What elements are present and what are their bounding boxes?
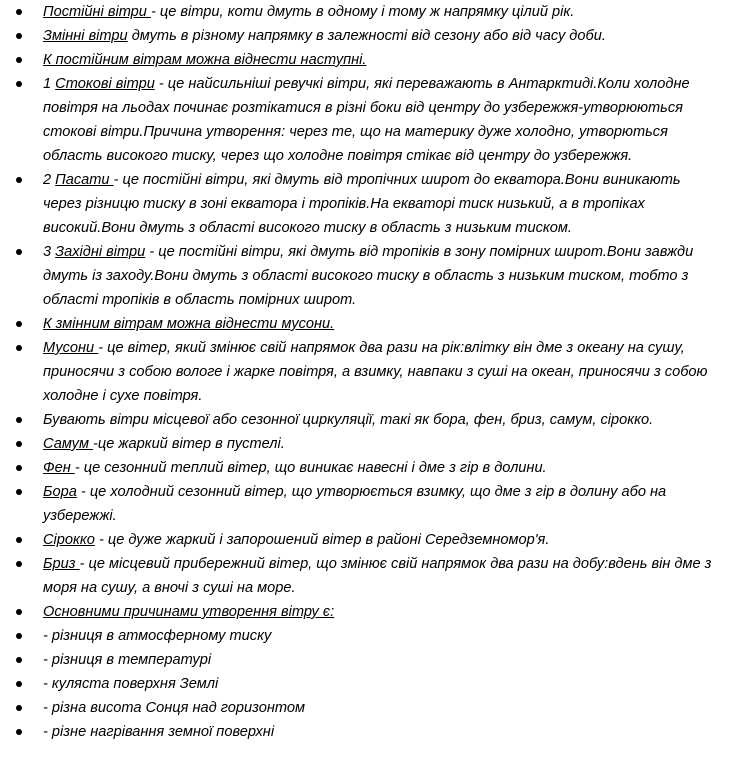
item-term: Бриз — [43, 556, 80, 572]
item-text: - різниця в температурі — [43, 652, 212, 668]
list-item — [0, 432, 755, 456]
bullet-icon — [16, 81, 22, 87]
item-text: - це постійні вітри, які дмуть від тропіків в зону помірних широт.Вони завжди дмуть із заходу.Вони дмуть з області високого тиску в область з низьким тиском, тобто з області тропіків в область помірних широт. — [43, 244, 694, 308]
list-item — [0, 72, 755, 168]
list-item — [0, 336, 755, 408]
list-item — [0, 0, 755, 24]
bullet-icon — [16, 321, 22, 327]
list-item — [0, 624, 755, 648]
item-term: Західні вітри — [55, 244, 146, 260]
list-item — [0, 240, 755, 312]
list-item — [0, 600, 755, 624]
bullet-icon — [16, 537, 22, 543]
bullet-icon — [16, 633, 22, 639]
bullet-icon — [16, 417, 22, 423]
bullet-icon — [16, 609, 22, 615]
list-item — [0, 456, 755, 480]
bullet-icon — [16, 33, 22, 39]
bullet-icon — [16, 489, 22, 495]
list-item — [0, 528, 755, 552]
bullet-icon — [16, 465, 22, 471]
list-item — [0, 672, 755, 696]
item-text: - різне нагрівання земної поверхні — [43, 724, 275, 740]
bullet-icon — [16, 57, 22, 63]
item-term: Самум — [43, 436, 94, 452]
item-text: - різниця в атмосферному тиску — [43, 628, 272, 644]
item-text: - куляста поверхня Землі — [43, 676, 219, 692]
bullet-icon — [16, 177, 22, 183]
item-term: Стокові вітри — [55, 76, 155, 92]
list-item — [0, 312, 755, 336]
item-text: - це місцевий прибережний вітер, що змінює свій напрямок два рази на добу:вдень він дме з моря на сушу, а вночі з суші на море. — [43, 556, 712, 596]
item-term: Основними причинами утворення вітру є: — [43, 604, 335, 620]
bullet-icon — [16, 345, 22, 351]
item-term: Постійні вітри — [43, 4, 151, 20]
item-text: - це постійні вітри, які дмуть від тропічних широт до екватора.Вони виникають через різницю тиску в зоні екватора і тропіків.На екваторі тиск низький, а в тропіках високий.Вони дмуть з області високого тиску в область з низьким тиском. — [43, 172, 681, 236]
item-term: Мусони — [43, 340, 99, 356]
list-item — [0, 24, 755, 48]
bullet-icon — [16, 9, 22, 15]
item-text: - це найсильніші ревучкі вітри, які переважають в Антарктиді.Коли холодне повітря на льодах починає розтікатися в різні боки від центру до узбережжя-утворюються стокові вітри.Причина утворення: через те, що на материку дуже холодно, утворються область високого тиску, через що холодне повітря стікає від центру до узбережжя. — [43, 76, 690, 164]
bullet-icon — [16, 249, 22, 255]
item-text: - це вітри, коти дмуть в одному і тому ж напрямку цілий рік. — [150, 4, 575, 20]
bullet-icon — [16, 441, 22, 447]
item-text: - це вітер, який змінює свій напрямок два рази на рік:влітку він дме з океану на сушу, приносячи з собою вологе і жарке повітря, а взимку, навпаки з суші на океан, приносячи з собою холодне і сухе повітря. — [43, 340, 708, 404]
item-text: - це сезонний теплий вітер, що виникає навесні і дме з гір в долини. — [74, 460, 547, 476]
bullet-icon — [16, 561, 22, 567]
bullet-icon — [16, 681, 22, 687]
item-term: Бора — [43, 484, 77, 500]
list-item — [0, 480, 755, 528]
item-term: Пасати — [55, 172, 114, 188]
list-item — [0, 168, 755, 240]
bullet-icon — [16, 705, 22, 711]
item-text: Бувають вітри місцевої або сезонної циркуляції, такі як бора, фен, бриз, самум, сірокко. — [43, 412, 654, 428]
item-number: 3 — [43, 244, 56, 260]
item-term: К постійним вітрам можна віднести наступні. — [43, 52, 367, 68]
item-number: 2 — [43, 172, 56, 188]
list-item — [0, 648, 755, 672]
list-item — [0, 48, 755, 72]
bullet-icon — [16, 729, 22, 735]
list-item — [0, 408, 755, 432]
list-item — [0, 696, 755, 720]
item-term: Фен — [43, 460, 75, 476]
item-term: Сірокко — [43, 532, 95, 548]
item-text: - це холодний сезонний вітер, що утворюється взимку, що дме з гір в долину або на узбережжі. — [43, 484, 667, 524]
item-text: дмуть в різному напрямку в залежності від сезону або від часу доби. — [127, 28, 606, 44]
list-item — [0, 552, 755, 600]
item-number: 1 — [43, 76, 56, 92]
item-text: - це дуже жаркий і запорошений вітер в районі Середземномор'я. — [94, 532, 550, 548]
item-term: К змінним вітрам можна віднести мусони. — [43, 316, 335, 332]
list-item — [0, 720, 755, 744]
item-text: - різна висота Сонця над горизонтом — [43, 700, 305, 716]
bullet-icon — [16, 657, 22, 663]
item-term: Змінні вітри — [43, 28, 128, 44]
item-text: -це жаркий вітер в пустелі. — [93, 436, 285, 452]
